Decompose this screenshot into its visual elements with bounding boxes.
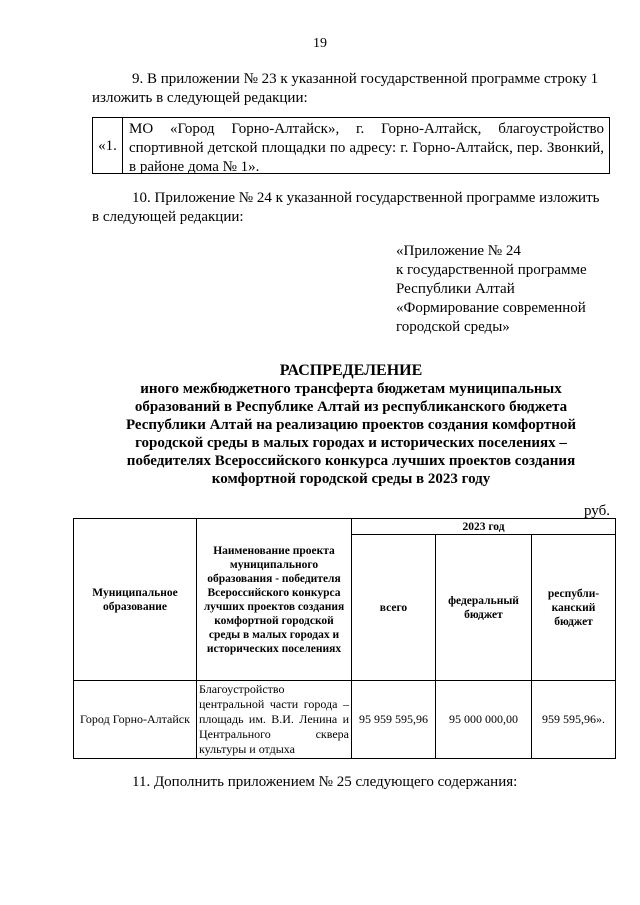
replacement-row-box	[92, 117, 610, 174]
cell-federal: 95 000 000,00	[436, 681, 532, 759]
distribution-title: РАСПРЕДЕЛЕНИЕ	[279, 362, 423, 379]
item-10-line-1: 10. Приложение № 24 к указанной государственной программе изложить	[132, 190, 600, 206]
item-9-line-2: изложить в следующей редакции:	[92, 90, 308, 106]
heading-line: городской среды в малых городах и исторических поселениях –	[135, 435, 567, 451]
distribution-heading	[92, 362, 610, 488]
annex-line: «Приложение № 24	[396, 243, 521, 259]
annex-line: городской среды»	[396, 319, 510, 335]
annex-line: к государственной программе	[396, 262, 587, 278]
cell-project: Благоустройство центральной части города – площадь им. В.И. Ленина и Центрального сквера культуры и отдыха	[197, 681, 352, 759]
cell-total: 95 959 595,96	[352, 681, 436, 759]
replacement-row-text: МО «Город Горно-Алтайск», г. Горно-Алтайск, благоустройство спортивной детской площадки по адресу: г. Горно-Алтайск, пер. Звонкий, в районе дома № 1».	[129, 121, 604, 175]
item-9-paragraph	[92, 70, 610, 108]
annex-line: «Формирование современной	[396, 300, 586, 316]
item-9-line-1: 9. В приложении № 23 к указанной государственной программе строку 1	[132, 71, 599, 87]
replacement-row-number: «1.	[93, 118, 123, 173]
header-republican: республи-канский бюджет	[532, 535, 616, 681]
table-row	[74, 681, 616, 759]
heading-line: иного межбюджетного трансферта бюджетам муниципальных	[140, 381, 562, 397]
page-number: 19	[313, 36, 327, 51]
header-federal: федеральный бюджет	[436, 535, 532, 681]
currency-unit: руб.	[584, 503, 610, 519]
header-total: всего	[352, 535, 436, 681]
cell-municipality: Город Горно-Алтайск	[74, 681, 197, 759]
header-municipality: Муниципальное образование	[74, 519, 197, 681]
heading-line: победителях Всероссийского конкурса лучших проектов создания	[126, 453, 576, 469]
heading-line: комфортной городской среды в 2023 году	[211, 471, 491, 487]
annex-header	[396, 242, 610, 337]
annex-line: Республики Алтай	[396, 281, 515, 297]
header-year: 2023 год	[352, 519, 616, 535]
heading-line: Республики Алтай на реализацию проектов создания комфортной	[125, 417, 577, 433]
item-11-paragraph: 11. Дополнить приложением № 25 следующего содержания:	[132, 774, 518, 790]
item-10-line-2: в следующей редакции:	[92, 209, 244, 225]
distribution-table	[73, 518, 616, 759]
header-project: Наименование проекта муниципального образования - победителя Всероссийского конкурса лучших проектов создания комфортной городской среды в малых городах и исторических поселениях	[197, 519, 352, 681]
cell-republican: 959 595,96».	[532, 681, 616, 759]
item-10-paragraph	[92, 189, 610, 227]
heading-line: образований в Республике Алтай из республиканского бюджета	[134, 399, 568, 415]
